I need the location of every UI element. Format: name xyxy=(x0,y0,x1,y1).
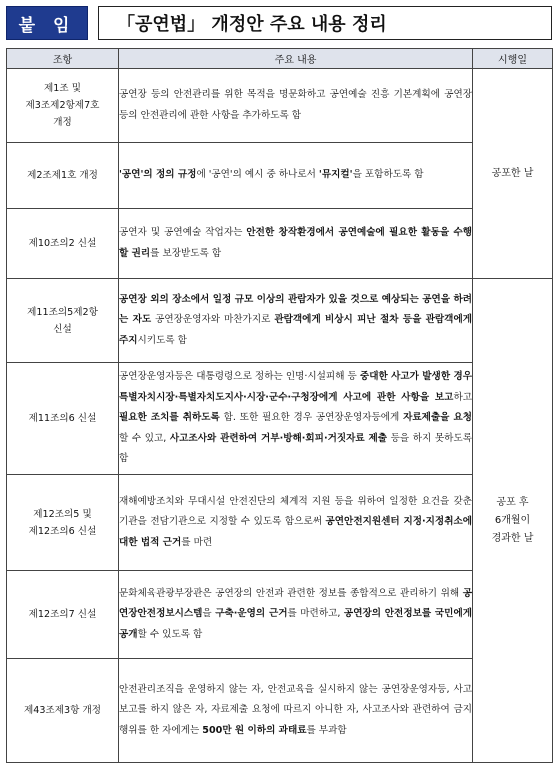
content-cell xyxy=(119,143,473,209)
content-text: 공연안전지원센터 지정·지정취소에 대한 법적 근거 xyxy=(119,516,472,548)
column-header-article: 조항 xyxy=(7,49,119,69)
content-text: 공연장안전정보시스템 xyxy=(119,587,472,620)
content-text: 안전한 창작환경에서 공연예술에 필요한 활동을 수행할 권리 xyxy=(119,227,472,259)
content-text: 함. 또한 필요한 경우 공연장운영자등에게 xyxy=(219,412,404,424)
table-row xyxy=(7,279,553,363)
content-text: 할 수 있고, xyxy=(119,432,170,444)
table-row xyxy=(7,659,553,763)
content-text: 를 마련 xyxy=(181,536,213,548)
content-cell xyxy=(119,659,473,763)
content-text: 사고조사와 관련하여 거부·방해·회피·거짓자료 제출 xyxy=(169,432,388,444)
table-header-row xyxy=(7,49,553,69)
table-row xyxy=(7,475,553,571)
article-cell: 제2조제1호 개정 xyxy=(7,143,119,209)
content-text: 공연자 및 공연예술 작업자는 xyxy=(119,227,247,238)
column-header-effective: 시행일 xyxy=(473,49,553,69)
amendment-table xyxy=(6,48,553,763)
table-row xyxy=(7,363,553,475)
content-text: 에 '공연'의 예시 중 하나로서 xyxy=(196,169,319,181)
table-row xyxy=(7,209,553,279)
article-cell: 제10조의2 신설 xyxy=(7,209,119,279)
article-cell: 제12조의5 및 제12조의6 신설 xyxy=(7,475,119,571)
effective-date-cell: 공포 후 6개월이 경과한 날 xyxy=(473,279,553,763)
content-text: 할 수 있도록 함 xyxy=(137,628,203,640)
content-text: 를 부과함 xyxy=(306,724,347,736)
content-text: 구축·운영의 근거 xyxy=(215,608,288,620)
content-text: '뮤지컬' xyxy=(318,169,353,181)
column-header-content: 주요 내용 xyxy=(119,49,473,69)
article-cell: 제43조제3항 개정 xyxy=(7,659,119,763)
content-text: 공연장운영자등은 대통령령으로 정하는 인명·시설피해 등 xyxy=(119,371,360,383)
content-text: 등을 하지 못하도록 함 xyxy=(119,432,472,465)
content-text: 를 보장받도록 함 xyxy=(150,247,222,259)
article-cell: 제12조의7 신설 xyxy=(7,571,119,659)
content-text: 관람객에게 비상시 피난 절차 등을 관람객에게 주지 xyxy=(119,314,472,346)
content-text: 공연장 외의 장소에서 일정 규모 이상의 관람자가 있을 것으로 예상되는 공연을 하려는 자도 xyxy=(119,293,472,326)
content-cell xyxy=(119,69,473,143)
content-text: 안전관리조직을 운영하지 않는 자, 안전교육을 실시하지 않는 공연장운영자등, 사고보고를 하지 않은 자, 자료제출 요청에 따르지 아니한 자, 사고조사와 관련하여 금지행위를 한 자에게는 xyxy=(119,683,472,736)
content-text: 자료제출을 요청 xyxy=(403,412,472,424)
content-text: 을 xyxy=(202,608,216,620)
article-cell: 제11조의5제2항 신설 xyxy=(7,279,119,363)
article-cell: 제11조의6 신설 xyxy=(7,363,119,475)
content-text: 를 마련하고, xyxy=(287,608,344,620)
content-text: 을 포함하도록 함 xyxy=(352,169,424,181)
content-text: 하고 xyxy=(453,391,472,403)
document-header xyxy=(6,6,552,40)
content-text: 문화체육관광부장관은 공연장의 안전과 관련한 정보를 종합적으로 관리하기 위해 xyxy=(119,587,463,599)
content-text: 공연장 등의 안전관리를 위한 목적을 명문화하고 공연예술 진흥 기본계획에 공연장 등의 안전관리에 관한 사항을 추가하도록 함 xyxy=(119,89,472,121)
table-row xyxy=(7,143,553,209)
content-cell xyxy=(119,363,473,475)
content-text: 재해예방조치와 무대시설 안전진단의 체계적 지원 등을 위하여 일정한 요건을 갖춘 기관을 전담기관으로 지정할 수 있도록 함으로써 xyxy=(119,495,472,528)
content-text: 시키도록 함 xyxy=(137,334,187,346)
content-text: '공연'의 정의 규정 xyxy=(119,169,197,181)
article-cell: 제1조 및 제3조제2항제7호 개정 xyxy=(7,69,119,143)
content-cell xyxy=(119,475,473,571)
document-title: 「공연법」 개정안 주요 내용 정리 xyxy=(98,6,552,40)
table-row xyxy=(7,69,553,143)
content-cell xyxy=(119,209,473,279)
content-cell xyxy=(119,279,473,363)
content-text: 공연장의 안전정보를 국민에게 공개 xyxy=(119,608,472,640)
content-text: 공연장운영자와 마찬가지로 xyxy=(151,314,275,326)
content-cell xyxy=(119,571,473,659)
content-text: 500만 원 이하의 과태료 xyxy=(202,724,307,736)
content-text: 중대한 사고가 발생한 경우 특별자치시장·특별자치도지사·시장·군수·구청장에게 사고에 관한 사항을 보고 xyxy=(119,371,473,403)
attachment-badge: 붙 임 xyxy=(6,6,88,40)
effective-date-cell: 공포한 날 xyxy=(473,69,553,279)
table-row xyxy=(7,571,553,659)
content-text: 필요한 조치를 취하도록 xyxy=(119,412,220,424)
